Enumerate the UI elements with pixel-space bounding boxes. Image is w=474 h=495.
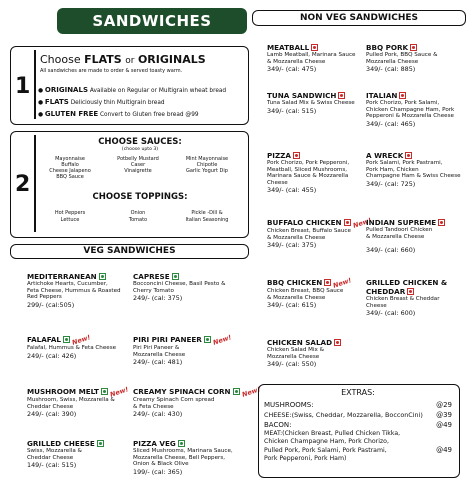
item-name: BUFFALO CHICKEN <box>267 218 342 227</box>
nonveg-icon <box>344 219 351 226</box>
toppings-title: CHOOSE TOPPINGS: <box>92 192 188 202</box>
nonveg-icon <box>334 339 341 346</box>
item-price: 349/- (cal: 725) <box>366 179 416 188</box>
item-name: FALAFAL <box>27 335 62 344</box>
sauce-item: Mint Mayonnaise <box>185 156 229 162</box>
item-name: GRILLED CHEESE <box>27 439 95 448</box>
menu-item <box>133 385 262 419</box>
item-name: PIZZA VEG <box>133 439 176 448</box>
item-desc: Cheese <box>267 179 288 186</box>
step1-subtitle: All sandwiches are made to order & served toasty warm. <box>40 68 183 74</box>
sauces-title: CHOOSE SAUCES: <box>98 137 182 147</box>
option-flats <box>38 97 243 109</box>
option-desc: Convert to Gluten free bread @99 <box>99 112 199 118</box>
sauce-item: Mayonnaise <box>55 156 85 162</box>
item-desc: Feta Cheese, Hummus & Roasted <box>27 287 121 294</box>
veg-icon <box>97 440 104 447</box>
item-desc: & Mozzarella Cheese <box>267 294 326 301</box>
topping-item: Lettuce <box>60 216 80 223</box>
new-badge: New! <box>109 385 130 399</box>
item-price: 349/- (cal: 660) <box>366 246 416 255</box>
sauce-item: Buffalo <box>61 162 79 168</box>
item-desc: Mushroom, Swiss, Mozzarella & <box>27 397 115 403</box>
menu-item <box>366 278 466 317</box>
item-price: 349/- (cal: 515) <box>267 106 317 115</box>
item-name: BBQ PORK <box>366 43 409 52</box>
extra-price: @49 <box>436 421 452 429</box>
menu-item <box>27 272 127 309</box>
step2-number: 2 <box>15 172 31 197</box>
new-badge: New! <box>71 333 92 347</box>
item-name: INDIAN SUPREME <box>366 218 437 227</box>
extra-price: @49 <box>436 445 452 454</box>
bullet-icon: ● <box>38 112 44 118</box>
item-price: 349/- (cal: 550) <box>267 360 317 369</box>
extra-meat-line: MEAT:(Chicken Breast, Pulled Chicken Tikka, <box>264 430 401 437</box>
topping-item: Italian Seasoning <box>185 216 229 223</box>
item-desc: & Mozzarella Cheese <box>267 234 326 241</box>
veg-icon <box>99 273 106 280</box>
item-desc: Pork Salami, Pork Pastrami, <box>366 160 443 166</box>
item-desc: Swiss, Mozzarella & <box>27 448 82 454</box>
item-desc: Mozzarella Cheese, Bell Peppers, <box>133 454 226 461</box>
veg-icon <box>101 388 108 395</box>
item-desc: Pulled Pork, BBQ Sauce & <box>366 52 438 58</box>
item-desc: Bocconcini Cheese, Basil Pesto & <box>133 281 226 287</box>
item-desc: Tuna Salad Mix & Swiss Cheese <box>267 100 355 106</box>
item-desc: Chicken Breast, Buffalo Sauce <box>267 228 351 234</box>
menu-item <box>133 335 243 366</box>
item-desc: Sliced Mushrooms, Marinara Sauce, <box>133 448 233 454</box>
item-desc: Mozzarella Cheese <box>267 353 320 360</box>
toppings-col2 <box>108 210 168 223</box>
step1-number: 1 <box>15 74 31 99</box>
item-name: MUSHROOM MELT <box>27 387 99 396</box>
nonveg-icon <box>399 92 406 99</box>
sauce-item: Vinaigrette <box>124 168 152 174</box>
item-price: 349/- (cal: 455) <box>267 186 317 195</box>
extra-price: @29 <box>436 401 452 409</box>
menu-item <box>267 278 365 309</box>
item-desc: Red Peppers <box>27 294 62 301</box>
item-desc: Onion & Black Olive <box>133 461 189 468</box>
item-desc: Falafal, Hummus & Feta Cheese <box>27 345 117 351</box>
menu-item <box>267 43 365 73</box>
item-desc: Pork Chorizo, Pork Salami, <box>366 100 440 106</box>
nonveg-icon <box>324 279 331 286</box>
item-price: 349/- (cal: 375) <box>267 241 317 250</box>
item-desc: Lamb Meatball, Marinara Sauce <box>267 52 356 58</box>
menu-item <box>267 216 372 250</box>
step1-divider <box>34 50 36 119</box>
item-desc: Pork Chorizo, Pork Pepperoni, <box>267 160 350 166</box>
menu-item <box>366 43 466 73</box>
extra-meat-line: Pork Pepperoni, Pork Ham) <box>264 455 347 463</box>
sauces-col2 <box>108 156 168 174</box>
toppings-col3 <box>174 210 240 223</box>
item-desc: Cheese <box>366 302 387 309</box>
veg-icon <box>233 388 240 395</box>
extra-label: CHEESE:(Swiss, Cheddar, Mozzarella, BocconCini) <box>264 411 423 419</box>
topping-item: Pickle -Dill & <box>191 210 223 216</box>
extra-row <box>264 410 452 420</box>
item-desc: Chicken Champagne Ham, Pork <box>366 106 455 113</box>
item-desc: & Mozzarella Cheese <box>366 233 425 240</box>
menu-item <box>366 91 466 128</box>
extra-meat-line: Pulled Pork, Pork Salami, Pork Pastrami, <box>264 446 387 454</box>
item-name: BBQ CHICKEN <box>267 278 323 287</box>
item-name: CHICKEN SALAD <box>267 338 333 347</box>
option-originals <box>38 85 243 97</box>
menu-item <box>267 91 365 115</box>
item-name: CAPRESE <box>133 272 170 281</box>
sauces-subtitle: (choose upto 3) <box>121 147 159 152</box>
sauces-col3 <box>174 156 240 174</box>
menu-item <box>133 439 245 476</box>
extras-list <box>264 400 452 464</box>
item-price: 249/- (cal: 481) <box>133 358 183 367</box>
menu-item <box>267 151 365 194</box>
option-desc: Deliciously thin Multigrain bread <box>70 100 165 106</box>
heading-or: or <box>125 56 135 66</box>
item-name: CREAMY SPINACH CORN <box>133 387 231 396</box>
nonveg-icon <box>338 92 345 99</box>
item-desc: Cherry Tomato <box>133 287 174 294</box>
step1-options <box>38 85 243 121</box>
menu-item <box>27 385 130 419</box>
item-price: 199/- (cal: 365) <box>133 467 183 476</box>
item-desc: & Feta Cheese <box>133 403 174 410</box>
new-badge: New! <box>240 385 262 399</box>
option-name: ORIGINALS <box>44 86 88 94</box>
toppings-col1 <box>40 210 100 223</box>
option-desc: Available on Regular or Multigrain wheat bread <box>89 88 227 94</box>
item-desc: Champagne Ham & Swiss Cheese <box>366 173 461 180</box>
option-gluten-free <box>38 109 243 121</box>
item-desc: Cheddar Cheese <box>27 454 74 461</box>
item-desc: Meatball, Sliced Mushrooms, <box>267 166 348 173</box>
item-price: 249/- (cal: 426) <box>27 351 77 360</box>
new-badge: New! <box>211 333 233 347</box>
heading-flats: FLATS <box>84 53 122 66</box>
nonveg-icon <box>410 44 417 51</box>
item-desc: Cheddar Cheese <box>27 403 74 410</box>
nonveg-sandwiches-header: NON VEG SANDWICHES <box>252 10 466 26</box>
menu-item <box>267 338 365 368</box>
item-desc: & Mozzarella Cheese <box>267 58 326 65</box>
sauce-item: BBQ Sauce <box>56 174 84 180</box>
nonveg-icon <box>311 44 318 51</box>
bullet-icon: ● <box>38 88 44 94</box>
veg-sandwiches-header: VEG SANDWICHES <box>10 244 249 259</box>
item-desc: Mozzarella Cheese <box>133 351 186 358</box>
item-desc: Chicken Breast & Cheddar <box>366 296 440 302</box>
option-name: GLUTEN FREE <box>44 110 99 118</box>
veg-icon <box>178 440 185 447</box>
item-name: MEATBALL <box>267 43 310 52</box>
extra-price: @39 <box>436 411 452 419</box>
menu-item <box>133 272 243 302</box>
sauce-item: Garlic Yogurt Dip <box>186 168 228 174</box>
item-desc: Chicken Breast, BBQ Sauce <box>267 288 344 294</box>
sauces-col1 <box>40 156 100 180</box>
extras-title: EXTRAS: <box>341 388 375 397</box>
step1-heading <box>40 53 206 66</box>
menu-item <box>366 151 466 188</box>
item-desc: Creamy Spinach Corn spread <box>133 397 215 403</box>
bullet-icon: ● <box>38 100 44 106</box>
item-desc: Pork Ham, Chicken <box>366 166 419 173</box>
topping-item: Tomato <box>128 216 148 223</box>
nonveg-icon <box>438 219 445 226</box>
sauce-item: Potbelly Mustard <box>117 156 159 162</box>
item-desc: Mozzarella Cheese <box>366 58 419 65</box>
extra-row <box>264 400 452 410</box>
item-name: A WRECK <box>366 151 404 160</box>
item-name: GRILLED CHICKEN & CHEDDAR <box>366 278 448 296</box>
topping-item: Onion <box>130 210 146 216</box>
item-name: PIZZA <box>267 151 291 160</box>
item-price: 349/- (cal: 475) <box>267 65 317 74</box>
nonveg-icon <box>405 152 412 159</box>
item-desc: Artichoke Hearts, Cucumber, <box>27 281 108 287</box>
item-price: 149/- (cal: 515) <box>27 461 77 470</box>
item-price: 299/- (cal:505) <box>27 300 75 309</box>
item-desc: Marinara Sauce & Mozzarella <box>267 173 349 180</box>
item-price: 249/- (cal: 390) <box>27 410 77 419</box>
item-price: 249/- (cal: 430) <box>133 410 183 419</box>
menu-item <box>27 335 127 360</box>
extra-row <box>264 420 452 430</box>
extra-label: BACON: <box>264 421 292 429</box>
veg-icon <box>172 273 179 280</box>
step2-divider <box>34 135 36 232</box>
extra-label: MUSHROOMS: <box>264 401 314 409</box>
nonveg-icon <box>407 288 414 295</box>
item-desc: Chicken Salad Mix & <box>267 347 325 353</box>
menu-item <box>366 218 466 254</box>
veg-icon <box>63 336 70 343</box>
item-name: MEDITERRANEAN <box>27 272 97 281</box>
extra-meat-line: Chicken Champagne Ham, Pork Chorizo, <box>264 438 389 446</box>
item-price: 349/- (cal: 465) <box>366 119 416 128</box>
item-price: 249/- (cal: 375) <box>133 294 183 303</box>
new-badge: New! <box>351 216 372 230</box>
item-desc: Pulled Tandoori Chicken <box>366 227 433 233</box>
sauce-item: Caser <box>130 162 146 168</box>
heading-originals: ORIGINALS <box>137 53 206 66</box>
nonveg-icon <box>293 152 300 159</box>
veg-icon <box>204 336 211 343</box>
sandwiches-title: SANDWICHES <box>57 8 247 34</box>
item-name: PIRI PIRI PANEER <box>133 335 202 344</box>
item-name: ITALIAN <box>366 91 398 100</box>
option-name: FLATS <box>44 98 69 106</box>
item-price: 349/- (cal: 885) <box>366 65 416 74</box>
topping-item: Hot Peppers <box>54 210 86 216</box>
item-price: 349/- (cal: 615) <box>267 301 317 310</box>
item-desc: Pepperoni & Mozzarella Cheese <box>366 113 454 120</box>
item-name: TUNA SANDWICH <box>267 91 337 100</box>
menu-item <box>27 439 127 469</box>
item-price: 349/- (cal: 600) <box>366 309 416 318</box>
new-badge: New! <box>332 276 353 290</box>
sauce-item: Chipotle <box>196 162 218 168</box>
item-desc: Piri Piri Paneer & <box>133 345 180 351</box>
heading-choose: Choose <box>40 53 81 66</box>
sauce-item: Cheese Jalapeno <box>49 168 91 174</box>
extra-meat-row <box>264 430 452 464</box>
